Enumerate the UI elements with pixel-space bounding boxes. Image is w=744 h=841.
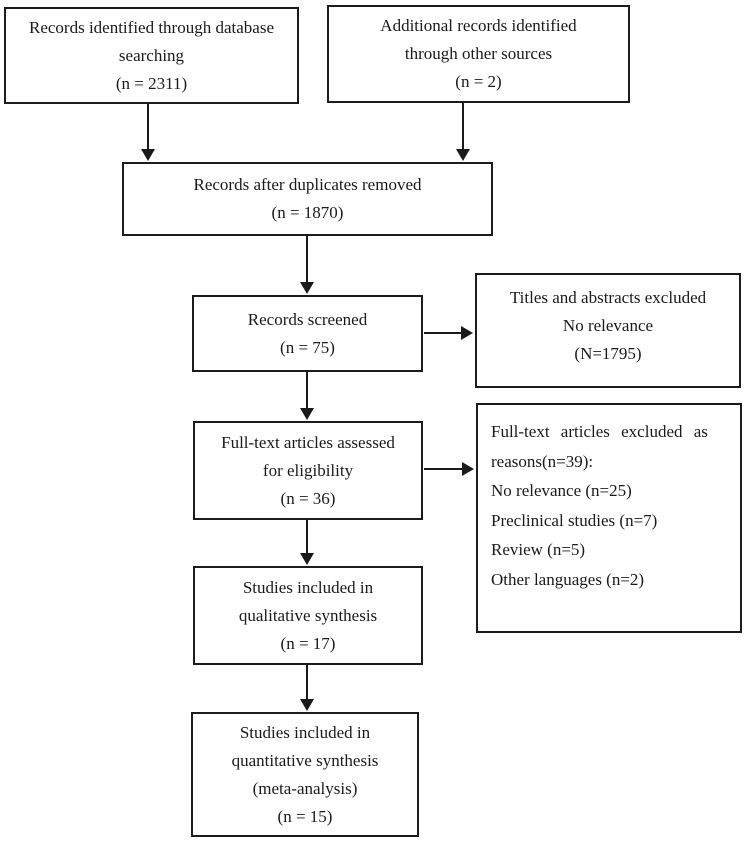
text-line: Titles and abstracts excluded <box>509 287 707 307</box>
arrowhead-down-icon <box>300 282 314 294</box>
text-line: (n = 17) <box>280 633 336 653</box>
flow-box-additional-records-other-sources <box>327 5 630 103</box>
text-line: quantitative synthesis <box>231 750 379 770</box>
text-line: (n = 36) <box>280 488 336 508</box>
flow-box-fulltext-articles-excluded <box>476 403 742 633</box>
arrow-fulltext-assessed-to-qualitative <box>306 520 308 554</box>
flow-box-titles-abstracts-excluded <box>475 273 741 388</box>
text-line: No relevance (n=25) <box>491 481 632 500</box>
text-line: reasons(n=39): <box>491 451 594 471</box>
arrowhead-down-icon <box>141 149 155 161</box>
arrowhead-right-icon <box>461 326 473 340</box>
arrow-duplicates-to-screened <box>306 236 308 283</box>
text-line: (n = 2311) <box>115 73 188 93</box>
arrowhead-down-icon <box>300 408 314 420</box>
arrowhead-down-icon <box>300 699 314 711</box>
text-line: No relevance <box>562 315 654 335</box>
text-line: Review (n=5) <box>491 540 586 559</box>
text-line: for eligibility <box>262 460 354 480</box>
arrow-other-sources-to-duplicates <box>462 103 464 150</box>
text-line: Other languages (n=2) <box>491 569 645 589</box>
text-line: searching <box>118 45 185 65</box>
text-line: (n = 15) <box>277 806 333 826</box>
arrow-database-to-duplicates <box>147 104 149 150</box>
arrowhead-right-icon <box>462 462 474 476</box>
arrow-qualitative-to-quantitative <box>306 665 308 700</box>
text-line: Full-text articles excluded as <box>491 422 708 441</box>
flow-box-records-identified-database <box>4 7 299 104</box>
text-line: Preclinical studies (n=7) <box>491 510 658 530</box>
arrowhead-down-icon <box>300 553 314 565</box>
text-line: Studies included in <box>239 722 371 742</box>
text-line: (meta-analysis) <box>252 778 358 798</box>
text-line: Studies included in <box>242 577 374 597</box>
text-line: Records after duplicates removed <box>193 175 422 194</box>
arrow-fulltext-assessed-to-excluded <box>424 468 464 470</box>
text-line: Additional records identified <box>380 16 577 35</box>
text-line: qualitative synthesis <box>238 605 378 625</box>
flow-box-records-after-duplicates-removed <box>122 162 493 236</box>
text-line: (n = 1870) <box>271 203 344 222</box>
flow-box-studies-quantitative-synthesis <box>191 712 419 837</box>
flow-box-records-screened <box>192 295 423 372</box>
text-line: (N=1795) <box>574 343 642 363</box>
arrow-screened-to-fulltext-assessed <box>306 372 308 409</box>
text-line: (n = 2) <box>455 72 502 91</box>
flow-box-studies-qualitative-synthesis <box>193 566 423 665</box>
flow-box-fulltext-articles-assessed <box>193 421 423 520</box>
text-line: Records identified through database <box>28 17 274 37</box>
arrowhead-down-icon <box>456 149 470 161</box>
text-line: Records screened <box>247 309 368 329</box>
text-line: (n = 75) <box>280 337 335 357</box>
text-line: through other sources <box>404 44 553 63</box>
text-line: Full-text articles assessed <box>221 432 395 452</box>
arrow-screened-to-titles-excluded <box>424 332 463 334</box>
